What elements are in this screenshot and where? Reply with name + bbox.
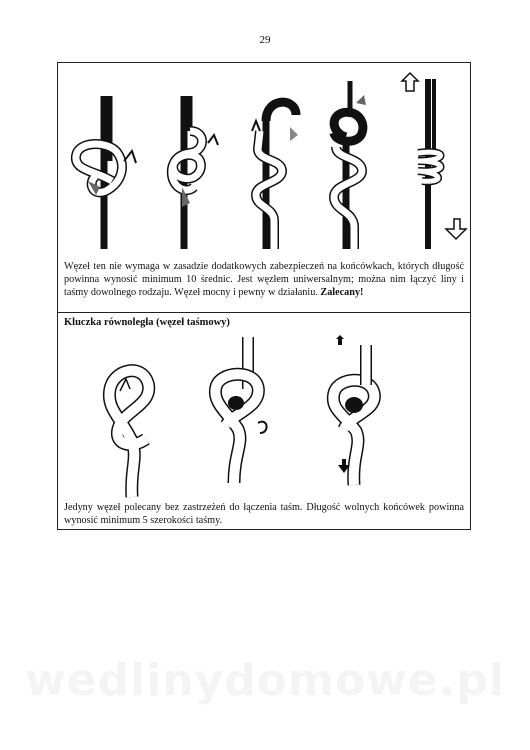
tape-knot-step-1-illustration xyxy=(92,349,172,499)
section-bottom xyxy=(58,313,470,529)
knot-step-4-illustration xyxy=(306,77,386,252)
watermark: wedlinydomowe.pl xyxy=(25,655,505,706)
tape-knot-step-2-illustration xyxy=(198,333,278,493)
knot-step-5-illustration xyxy=(388,69,468,254)
page-number: 29 xyxy=(259,34,271,46)
description-text: Węzeł ten nie wymaga w zasadzie dodatkowych zabezpieczeń na końcówkach, których długość powinna wynosić minimum 10 średnic. Jest węzłem uniwersalnym; można nim łączyć liny i taśmy dowolnego rodzaju. Węzeł mocny i pewny w działaniu. xyxy=(64,261,464,298)
knot-step-3-illustration xyxy=(226,91,306,251)
knot-step-1-illustration xyxy=(66,91,146,251)
section-title: Kluczka równoległa (węzeł taśmowy) xyxy=(64,317,230,328)
recommendation-label: Zalecany! xyxy=(320,287,364,298)
section-top xyxy=(58,63,470,313)
top-section-description xyxy=(64,260,464,299)
tape-knot-step-3-illustration xyxy=(314,335,394,495)
knot-table xyxy=(57,62,471,530)
knot-step-2-illustration xyxy=(146,91,226,251)
bottom-section-description: Jedyny węzeł polecany bez zastrzeżeń do łączenia taśm. Długość wolnych końcówek powinna wynosić minimum 5 szerokości taśmy. xyxy=(64,502,464,526)
